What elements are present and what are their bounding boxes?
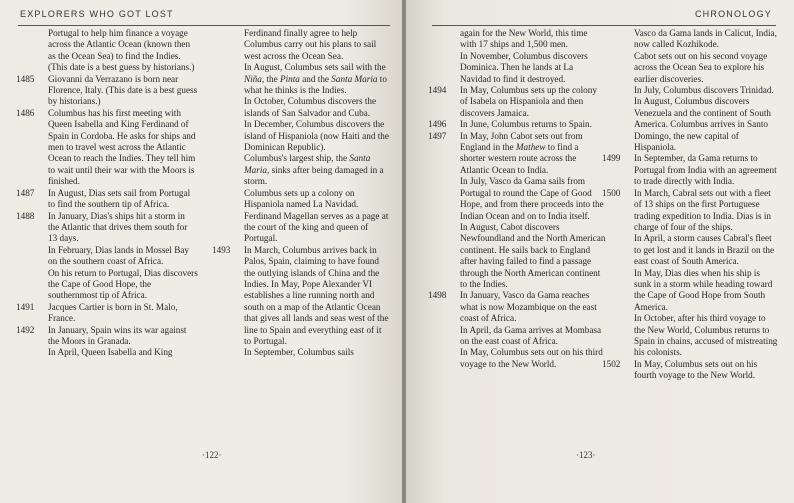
text-run: Columbus's largest ship, the — [244, 153, 350, 164]
ship-name: Santa Maria — [331, 73, 378, 84]
entry-text: In January, Vasco da Gama reaches what is now Mozambique on the east coast of Africa. — [460, 290, 597, 324]
right-page — [406, 0, 794, 503]
right-column-1 — [428, 28, 606, 370]
text-run: , the — [261, 73, 280, 84]
running-head-right: CHRONOLOGY — [694, 9, 772, 19]
entry-text: In August, Cabot discovers Newfoundland and the North American continent. He sails back to England after having failed to find a passage through the North American continent to the Indies. — [460, 221, 606, 289]
chronology-entry — [16, 74, 198, 108]
paragraph: Cabot sets out on his second voyage across the Ocean Sea to explore his earlier discoveries. — [634, 50, 768, 84]
entry-text: In May, Columbus sets out on his fourth voyage to the New World. — [634, 358, 758, 381]
entry-text: In July, Vasco da Gama sails from Portugal to round the Cape of Good Hope, and from there proceeds into the Indian Ocean and on to India itself. — [460, 176, 604, 221]
continued-paragraph — [602, 28, 778, 153]
entry-year: 1499 — [602, 153, 621, 164]
entry-text: In August, Dias sets sail from Portugal to find the southern tip of Africa. — [48, 187, 191, 210]
text-run: to what he thinks is the Indies. — [244, 73, 387, 96]
chronology-entry — [212, 245, 390, 359]
paragraph: Columbus sets up a colony on Hispaniola named La Navidad. — [244, 187, 359, 210]
text-run: In August, Columbus sets sail with the — [244, 62, 386, 73]
entry-year: 1491 — [16, 301, 35, 312]
chronology-entry — [428, 131, 606, 291]
text-run: to find a shorter western route across the Atlantic Ocean to India. — [460, 142, 579, 175]
entry-text: In May, Dias dies when his ship is sunk in a storm while heading toward the Cape of Good Hope from South America. — [634, 267, 773, 312]
ship-name: Mathew — [515, 142, 546, 153]
right-column-2 — [602, 28, 778, 382]
entry-year: 1496 — [428, 119, 447, 130]
paragraph: Vasco da Gama lands in Calicut, India, now called Kozhikode. — [634, 28, 777, 50]
entry-text: In May, Columbus sets out on his third voyage to the New World. — [460, 347, 603, 369]
entry-text: In February, Dias lands in Mossel Bay on the southern coast of Africa. — [48, 244, 190, 267]
entry-year: 1497 — [428, 130, 447, 141]
paragraph: In December, Columbus discovers the island of Hispaniola (now Haiti and the Dominican Republic). — [244, 119, 389, 153]
chronology-entry — [602, 359, 778, 382]
entry-year: 1492 — [16, 324, 35, 335]
entry-year: 1502 — [602, 358, 621, 369]
chronology-entry — [602, 153, 778, 187]
chronology-entry — [16, 211, 198, 302]
continued-paragraph — [16, 28, 198, 74]
paragraph: In October, Columbus discovers the islands of San Salvador and Cuba. — [244, 96, 377, 118]
paragraph: In July, Columbus discovers Trinidad. — [634, 85, 774, 96]
entry-text: In April, Queen Isabella and King — [48, 347, 173, 358]
entry-text: In October, after his third voyage to the New World, Columbus returns to Spain in chains, accused of mistreating his colonists. — [634, 313, 778, 358]
paragraph: Portugal to help him finance a voyage across the Atlantic Ocean (known then as the Ocean Sea) to find the Indies. (This date is a best guess by historians.) — [48, 28, 195, 73]
entry-text: In April, a storm causes Cabral's fleet to get lost and it lands in Brazil on the east coast of South America. — [634, 233, 775, 267]
entry-text: Jacques Cartier is born in St. Malo, France. — [48, 301, 178, 324]
entry-text: In March, Cabral sets out with a fleet of 13 ships on the first Portuguese trading expedition to India. Dias is in charge of four of the ships. — [634, 187, 772, 232]
paragraph — [244, 153, 390, 187]
entry-year: 1488 — [16, 210, 35, 221]
entry-year: 1498 — [428, 290, 447, 301]
left-column-2 — [212, 28, 390, 359]
chronology-entry — [428, 119, 606, 130]
entry-text: In April, da Gama arrives at Mombasa on the east coast of Africa. — [460, 324, 602, 346]
paragraph: Ferdinand finally agree to help Columbus carry out his plans to sail west across the Ocean Sea. — [244, 28, 377, 61]
entry-year: 1500 — [602, 187, 621, 198]
entry-text: In January, Spain wins its war against the Moors in Granada. — [48, 324, 187, 346]
text-run: In May, John Cabot sets out from England in the — [460, 130, 583, 153]
chronology-entry — [602, 188, 778, 359]
entry-text: In June, Columbus returns to Spain. — [460, 119, 592, 130]
chronology-entry — [16, 108, 198, 188]
entry-year: 1494 — [428, 85, 447, 96]
entry-text: In September, Columbus sails — [244, 347, 354, 358]
entry-year: 1485 — [16, 73, 35, 84]
entry-text: In January, Dias's ships hit a storm in the Atlantic that drives them south for 13 days. — [48, 210, 188, 244]
chronology-entry — [16, 188, 198, 211]
header-rule — [18, 25, 390, 26]
ship-name: Niña — [244, 73, 262, 84]
page-number-right: ·123· — [576, 450, 596, 460]
entry-text: In September, da Gama returns to Portugal from India with an agreement to trade directly with India. — [634, 153, 777, 187]
continued-paragraph — [428, 28, 606, 85]
left-column-1 — [16, 28, 198, 359]
paragraph: again for the New World, this time with 17 ships and 1,500 men. — [460, 28, 588, 50]
paragraph: In November, Columbus discovers Dominica. Then he lands at La Navidad to find it destroyed. — [460, 50, 588, 84]
ship-name: Santa Maria — [244, 153, 371, 175]
entry-text: Columbus has his first meeting with Queen Isabella and King Ferdinand of Spain in Cordoba. He asks for ships and men to travel west across the Atlantic Ocean to reach the Indies. They tell him to wait until their war with the Moors is finished. — [48, 107, 196, 187]
continued-paragraph — [212, 28, 390, 245]
entry-year: 1493 — [212, 244, 231, 255]
text-run: and the — [299, 73, 332, 84]
running-head-left: EXPLORERS WHO GOT LOST — [20, 9, 174, 19]
entry-year: 1486 — [16, 107, 35, 118]
paragraph — [244, 62, 390, 96]
text-run: , sinks after being damaged in a storm. — [244, 164, 384, 187]
entry-year: 1487 — [16, 187, 35, 198]
paragraph: Ferdinand Magellan serves as a page at the court of the king and queen of Portugal. — [244, 210, 389, 244]
entry-text: On his return to Portugal, Dias discovers the Cape of Good Hope, the southernmost tip of Africa. — [48, 267, 198, 301]
paragraph: In August, Columbus discovers Venezuela and the continent of South America. Columbus arrives in Santo Domingo, the new capital of Hispaniola. — [634, 96, 772, 153]
chronology-entry — [428, 85, 606, 119]
chronology-entry — [16, 325, 198, 359]
entry-text: Giovanni da Verrazano is born near Florence, Italy. (This date is a best guess by historians.) — [48, 73, 198, 107]
header-rule — [432, 25, 776, 26]
ship-name: Pinta — [280, 73, 300, 84]
entry-text: In March, Columbus arrives back in Palos, Spain, claiming to have found the outlying islands of China and the Indies. In May, Pope Alexander VI establishes a line running north and south on a map of the Atlantic Ocean that gives all lands and seas west of the line to Spain and everything east of it to Portugal. — [244, 244, 389, 346]
entry-text — [460, 131, 606, 177]
entry-text: In May, Columbus sets up the colony of Isabela on Hispaniola and then discovers Jamaica. — [460, 85, 597, 118]
chronology-entry — [428, 290, 606, 370]
page-number-left: ·122· — [202, 450, 222, 460]
chronology-entry — [16, 302, 198, 325]
